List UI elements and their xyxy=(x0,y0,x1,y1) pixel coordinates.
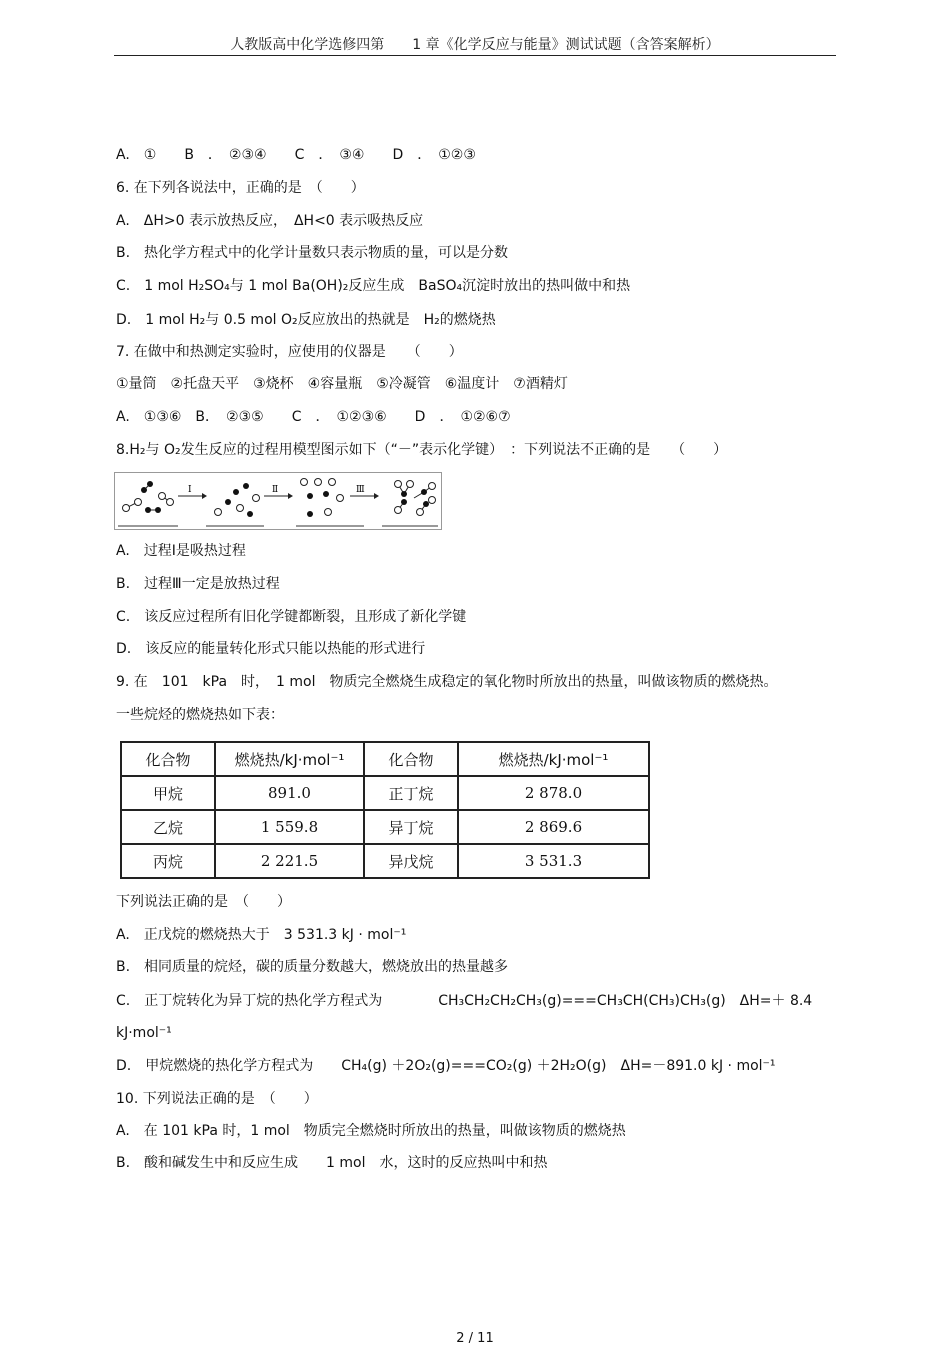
question-line: A. ① B ． ②③④ C ． ③④ D ． ①②③ xyxy=(116,147,476,163)
table-cell: 乙烷 xyxy=(121,810,215,844)
header-divider xyxy=(114,55,836,56)
question-line: B. 酸和碱发生中和反应生成 1 mol 水，这时的反应热叫中和热 xyxy=(116,1155,548,1171)
step-label-2: Ⅱ xyxy=(272,485,279,495)
question-line: B. 相同质量的烷烃，碳的质量分数越大，燃烧放出的热量越多 xyxy=(116,959,509,975)
step-label-1: Ⅰ xyxy=(188,485,192,495)
question-line: C. 正丁烷转化为异丁烷的热化学方程式为 CH₃CH₂CH₂CH₃(g)===CH₃CH(CH₃)CH₃(g) ΔH=＋ 8.4 xyxy=(116,993,813,1009)
table-cell: 异丁烷 xyxy=(364,810,458,844)
table-row xyxy=(121,844,649,878)
table-header-cell: 燃烧热/kJ·mol⁻¹ xyxy=(215,742,364,776)
page-number: 2 / 11 xyxy=(456,1331,494,1346)
table-cell: 2 878.0 xyxy=(458,776,649,810)
table-row xyxy=(121,776,649,810)
table-cell: 1 559.8 xyxy=(215,810,364,844)
table-cell: 异戊烷 xyxy=(364,844,458,878)
question-line: A. ΔH>0 表示放热反应， ΔH<0 表示吸热反应 xyxy=(116,213,424,229)
combustion-heat-table xyxy=(116,737,654,880)
table-header-cell: 燃烧热/kJ·mol⁻¹ xyxy=(458,742,649,776)
question-line: 8.H₂与 O₂发生反应的过程用模型图示如下（“－”表示化学键） ：下列说法不正确的是 （ ） xyxy=(116,442,728,458)
reaction-model-diagram xyxy=(114,472,442,530)
table-cell: 2 869.6 xyxy=(458,810,649,844)
question-line: ①量筒 ②托盘天平 ③烧杯 ④容量瓶 ⑤冷凝管 ⑥温度计 ⑦酒精灯 xyxy=(116,376,568,392)
table-row xyxy=(121,810,649,844)
question-line: kJ·mol⁻¹ xyxy=(116,1025,172,1041)
question-line: 9. 在 101 kPa 时， 1 mol 物质完全燃烧生成稳定的氧化物时所放出的热量，叫做该物质的燃烧热。 xyxy=(116,674,778,690)
question-line: 6. 在下列各说法中，正确的是 （ ） xyxy=(116,180,365,196)
question-line: A. 在 101 kPa 时，1 mol 物质完全燃烧时所放出的热量，叫做该物质的燃烧热 xyxy=(116,1123,626,1139)
table-cell: 3 531.3 xyxy=(458,844,649,878)
table-cell: 2 221.5 xyxy=(215,844,364,878)
question-line: D. 甲烷燃烧的热化学方程式为 CH₄(g) ＋2O₂(g)===CO₂(g) ＋2H₂O(g) ΔH=－891.0 kJ · mol⁻¹ xyxy=(116,1058,776,1074)
question-line: 下列说法正确的是 （ ） xyxy=(116,894,291,910)
question-line: A. ①③⑥ B． ②③⑤ C ． ①②③⑥ D ． ①②⑥⑦ xyxy=(116,409,511,425)
table-cell: 891.0 xyxy=(215,776,364,810)
question-line: C. 该反应过程所有旧化学键都断裂，且形成了新化学键 xyxy=(116,609,467,625)
question-line: B. 热化学方程式中的化学计量数只表示物质的量，可以是分数 xyxy=(116,245,509,261)
table-header-cell: 化合物 xyxy=(364,742,458,776)
question-line: D. 该反应的能量转化形式只能以热能的形式进行 xyxy=(116,641,426,657)
step-label-3: Ⅲ xyxy=(356,485,365,495)
table-header-row xyxy=(121,742,649,776)
question-line: A. 正戊烷的燃烧热大于 3 531.3 kJ · mol⁻¹ xyxy=(116,927,407,943)
question-line: 10. 下列说法正确的是 （ ） xyxy=(116,1091,318,1107)
question-line: 一些烷烃的燃烧热如下表： xyxy=(116,707,284,723)
question-line: 7. 在做中和热测定实验时，应使用的仪器是 （ ） xyxy=(116,344,463,360)
question-line: B. 过程Ⅲ一定是放热过程 xyxy=(116,576,280,592)
question-line: C. 1 mol H₂SO₄与 1 mol Ba(OH)₂反应生成 BaSO₄沉淀时放出的热叫做中和热 xyxy=(116,278,631,294)
question-line: A. 过程Ⅰ是吸热过程 xyxy=(116,543,246,559)
table-cell: 甲烷 xyxy=(121,776,215,810)
table-header-cell: 化合物 xyxy=(121,742,215,776)
table-cell: 丙烷 xyxy=(121,844,215,878)
table-cell: 正丁烷 xyxy=(364,776,458,810)
question-line: D. 1 mol H₂与 0.5 mol O₂反应放出的热就是 H₂的燃烧热 xyxy=(116,312,496,328)
page-header: 人教版高中化学选修四第 1 章《化学反应与能量》测试试题（含答案解析） xyxy=(230,37,720,53)
